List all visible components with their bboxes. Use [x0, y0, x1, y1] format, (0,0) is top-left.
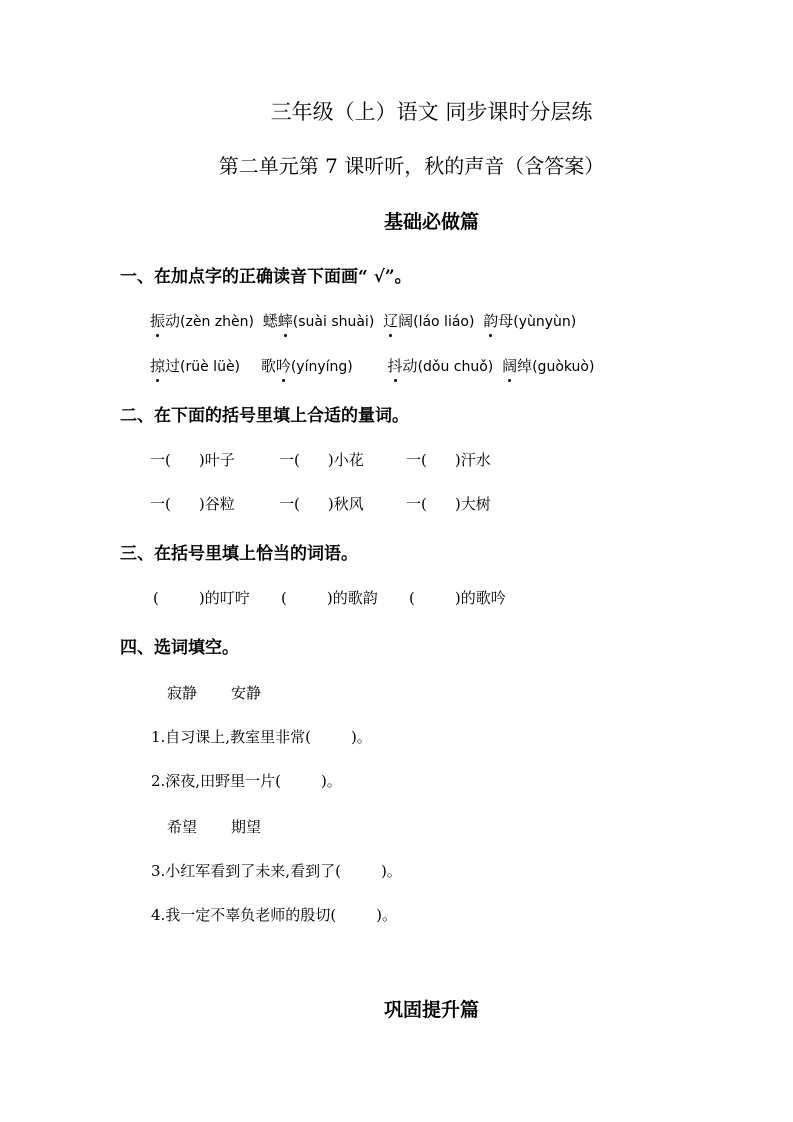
pinyin-item: 掠过(rüè lüè): [150, 357, 241, 375]
pinyin-item: 振动(zèn zhèn): [150, 312, 254, 330]
word-choice: 期望: [231, 818, 262, 836]
pinyin-options: (guòkuò): [532, 359, 595, 375]
measure-word-item: 一( )小花: [279, 451, 364, 469]
pinyin-item: 抖动(dǒu chuǒ): [387, 357, 494, 375]
pinyin-item: 阔绰(guòkuò): [502, 357, 595, 375]
dotted-char: 掠: [150, 357, 166, 375]
measure-word-item: 一( )谷粒: [150, 495, 235, 513]
pinyin-options: (zèn zhèn): [180, 314, 254, 330]
sentence-item: 2.深夜,田野里一片( )。: [151, 772, 342, 790]
fill-word-item: ( )的歌吟: [409, 589, 506, 607]
word-choice: 希望: [167, 818, 198, 836]
pinyin-item: 歌吟(yínyíng): [260, 357, 353, 375]
sentence-item: 4.我一定不辜负老师的殷切( )。: [151, 906, 398, 924]
question-2-heading: 二、在下面的括号里填上合适的量词。: [120, 406, 409, 426]
fill-word-item: ( )的叮咛: [153, 589, 250, 607]
pinyin-item: 辽阔(láo liáo): [383, 312, 475, 330]
section-title-advanced: 巩固提升篇: [383, 999, 479, 1021]
question-3-heading: 三、在括号里填上恰当的词语。: [120, 544, 358, 564]
section-title-basic: 基础必做篇: [383, 211, 479, 233]
measure-word-item: 一( )秋风: [279, 495, 364, 513]
document-subtitle: 第二单元第 7 课听听，秋的声音（含答案）: [218, 154, 605, 178]
measure-word-item: 一( )叶子: [150, 451, 235, 469]
dotted-char: 蟀: [277, 312, 293, 330]
document-title: 三年级（上）语文 同步课时分层练: [270, 100, 593, 124]
pinyin-options: (rüè lüè): [180, 359, 241, 375]
pinyin-options: (dǒu chuǒ): [417, 359, 494, 375]
dotted-char: 吟: [275, 357, 291, 375]
measure-word-item: 一( )大树: [406, 495, 491, 513]
question-1-row-2: [150, 355, 594, 376]
question-1-heading: 一、在加点字的正确读音下面画“ √”。: [120, 267, 412, 287]
fill-word-item: ( )的歌韵: [281, 589, 378, 607]
word-choice: 寂静: [167, 684, 198, 702]
dotted-char: 振: [150, 312, 166, 330]
pinyin-item: 韵母(yùnyùn): [483, 312, 577, 330]
dotted-char: 阔: [502, 357, 518, 375]
dotted-char: 辽: [383, 312, 399, 330]
pinyin-options: (yínyíng): [290, 359, 353, 375]
dotted-char: 韵: [483, 312, 499, 330]
pinyin-options: (láo liáo): [413, 314, 475, 330]
pinyin-item: 蟋蟀(suài shuài): [262, 312, 375, 330]
question-1-row-1: [150, 310, 576, 331]
sentence-item: 3.小红军看到了未来,看到了( )。: [151, 862, 402, 880]
question-4-heading: 四、选词填空。: [120, 638, 239, 658]
pinyin-options: (suài shuài): [292, 314, 375, 330]
measure-word-item: 一( )汗水: [406, 451, 491, 469]
word-choice: 安静: [231, 684, 262, 702]
pinyin-options: (yùnyùn): [513, 314, 577, 330]
sentence-item: 1.自习课上,教室里非常( )。: [151, 728, 372, 746]
dotted-char: 抖: [387, 357, 403, 375]
